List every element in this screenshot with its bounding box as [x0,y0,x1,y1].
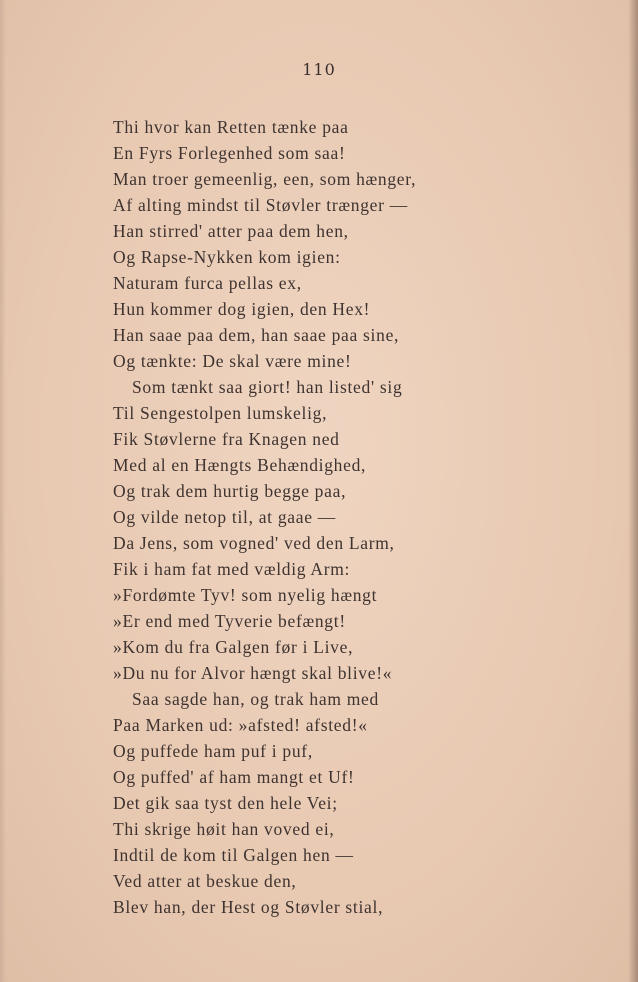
poem-line: Og Rapse-Nykken kom igien: [113,247,341,267]
poem-line: Ved atter at beskue den, [113,871,297,891]
page-number: 110 [302,60,336,79]
poem-line: Thi hvor kan Retten tænke paa [113,117,349,137]
poem-line: Som tænkt saa giort! han listed' sig [132,377,403,397]
poem-line: Hun kommer dog igien, den Hex! [113,299,371,319]
page-left-edge [0,0,6,982]
poem-line: Det gik saa tyst den hele Vei; [113,793,338,813]
poem-line: Og vilde netop til, at gaae — [113,507,336,527]
poem-line: Og tænkte: De skal være mine! [113,351,352,371]
poem-line: Til Sengestolpen lumskelig, [113,403,328,423]
poem-text [113,114,416,920]
poem-line: Fik i ham fat med vældig Arm: [113,559,351,579]
poem-line: »Er end med Tyverie befængt! [113,611,346,631]
poem-line: En Fyrs Forlegenhed som saa! [113,143,346,163]
poem-line: Naturam furca pellas ex, [113,273,302,293]
poem-line: Da Jens, som vogned' ved den Larm, [113,533,395,553]
poem-line: »Fordømte Tyv! som nyelig hængt [113,585,378,605]
poem-line: Han stirred' atter paa dem hen, [113,221,349,241]
poem-line: Med al en Hængts Behændighed, [113,455,367,475]
poem-line: »Du nu for Alvor hængt skal blive!« [113,663,393,683]
poem-line: Blev han, der Hest og Støvler stial, [113,897,384,917]
poem-line: Man troer gemeenlig, een, som hænger, [113,169,417,189]
poem-line: Og trak dem hurtig begge paa, [113,481,347,501]
poem-line: Han saae paa dem, han saae paa sine, [113,325,400,345]
poem-line: Fik Støvlerne fra Knagen ned [113,429,340,449]
poem-line: Paa Marken ud: »afsted! afsted!« [113,715,368,735]
poem-line: Og puffede ham puf i puf, [113,741,313,761]
poem-line: Thi skrige høit han voved ei, [113,819,335,839]
poem-line: Af alting mindst til Støvler trænger — [113,195,408,215]
poem-line: Saa sagde han, og trak ham med [132,689,379,709]
poem-line: »Kom du fra Galgen før i Live, [113,637,354,657]
poem-line: Og puffed' af ham mangt et Uf! [113,767,355,787]
poem-line: Indtil de kom til Galgen hen — [113,845,354,865]
page-right-edge [628,0,638,982]
